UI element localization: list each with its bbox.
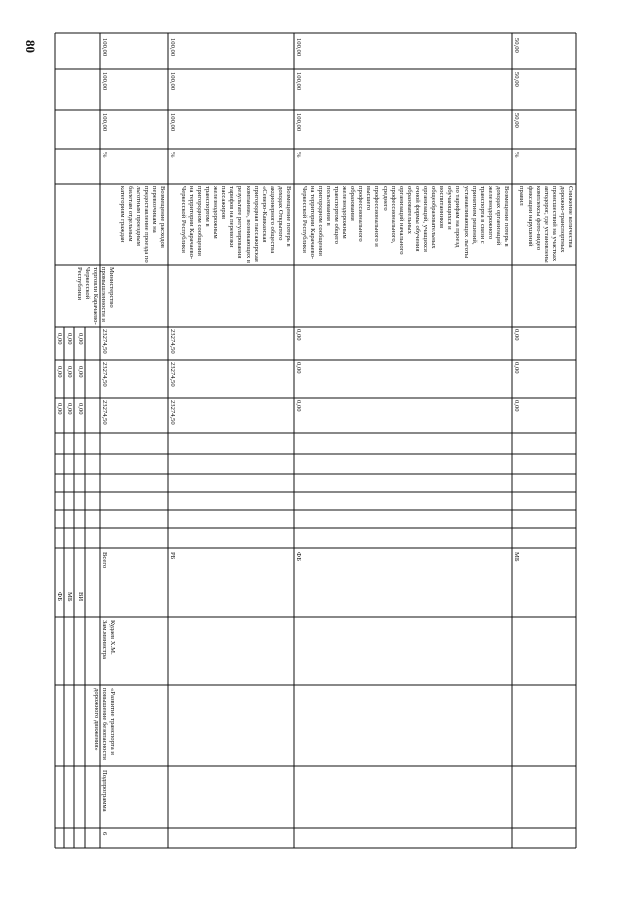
section-3-target-3: 100,00 (295, 38, 302, 57)
section-1-target-3: 100,00 (101, 38, 108, 57)
section-1-target-1: 100,00 (101, 113, 108, 132)
header-vi-value-3: 0,00 (77, 333, 84, 345)
page-number: 80 (23, 40, 38, 53)
header-fb-value-1: 0,00 (56, 403, 63, 415)
funding-label-fb: ФБ (56, 592, 63, 601)
header-vi-value-2: 0,00 (77, 366, 84, 378)
header-fb-value-2: 0,00 (56, 366, 63, 378)
section-2-target-1: 100,00 (169, 113, 176, 132)
funding-label-mb: МБ (66, 592, 73, 602)
section-1-label: Всего (101, 552, 108, 569)
header-mb-value-1: 0,00 (66, 403, 73, 415)
section-3-label: ФБ (295, 552, 302, 561)
header-vi-value-1: 0,00 (77, 403, 84, 415)
header-mb-value-2: 0,00 (66, 366, 73, 378)
section-2-value-1: 23274,50 (169, 400, 176, 425)
section-1-indicator: Возмещение расходов перевозчикам на предоставление проезда по льготным проездным билетам отдельным категориям граждан (118, 186, 166, 263)
header-mb-value-3: 0,00 (66, 333, 73, 345)
section-2-label: РБ (169, 552, 176, 560)
subprogram-title: «Развитие транспорта и повышение безопасности дорожного движения» (92, 688, 116, 760)
section-4-value-1: 0,00 (513, 400, 520, 412)
section-1-value-1: 23274,50 (101, 400, 108, 425)
section-4-target-2: 50,00 (513, 72, 520, 87)
section-4-value-3: 0,00 (513, 329, 520, 341)
section-1-value-3: 23274,50 (101, 329, 108, 354)
section-3-target-2: 100,00 (295, 72, 302, 91)
section-4-target-3: 50,00 (513, 38, 520, 53)
section-1-value-2: 23274,50 (101, 362, 108, 387)
row-number: 6 (101, 832, 108, 836)
section-3-target-1: 100,00 (295, 113, 302, 132)
section-4-indicator: Снижение количества дорожно-транспортных происшествий на участках автодорог, где установлены комплексы фото-видео фиксации нарушений правил (518, 186, 574, 263)
section-4-label: МБ (513, 552, 520, 562)
section-3-indicator: Возмещение потерь в доходах организаций железнодорожного транспорта в связи с принятием решений, устанавливающих льготы по тарифам на проезд обучающихся и воспитанников общеобразовательных организаций, учащихся очной формы обучения образовательных организаций начального профессионального, среднего профессионального и высшего профессионального образования железнодорожным транспортом общего пользования в пригородном сообщении на территории Карачаево-Черкесской Республики (300, 186, 510, 260)
row-type: Подпрограмма (101, 770, 108, 812)
section-2-value-2: 23274,50 (169, 362, 176, 387)
section-1-target-2: 100,00 (101, 72, 108, 91)
header-fb-value-3: 0,00 (56, 333, 63, 345)
section-3-value-1: 0,00 (295, 400, 302, 412)
section-4-target-1: 50,00 (513, 113, 520, 128)
section-2-unit: % (169, 152, 176, 158)
section-4-value-2: 0,00 (513, 362, 520, 374)
responsible-person: Кудаев Х.М. Зам.министра (100, 620, 116, 659)
section-2-target-2: 100,00 (169, 72, 176, 91)
executor-organization: Министерство промышленности и торговли Карачаево-Черкесской Республики (75, 267, 115, 325)
section-1-unit: % (101, 152, 108, 158)
section-3-unit: % (295, 152, 302, 158)
section-3-value-3: 0,00 (295, 329, 302, 341)
section-2-target-3: 100,00 (169, 38, 176, 57)
section-3-value-2: 0,00 (295, 362, 302, 374)
section-4-unit: % (513, 152, 520, 158)
section-2-value-3: 23274,50 (169, 329, 176, 354)
funding-label-vi: ВИ (77, 592, 84, 602)
section-2-indicator: Возмещение потерь в доходах Открытого акционерного общества «Северо-Кавказская пригородная пассажирская компания», возникающих в результате регулирования тарифов на перевозки пассажиров железнодорожным транспортом в пригородном сообщении на территории Карачаево-Черкесской Республики (179, 186, 292, 263)
